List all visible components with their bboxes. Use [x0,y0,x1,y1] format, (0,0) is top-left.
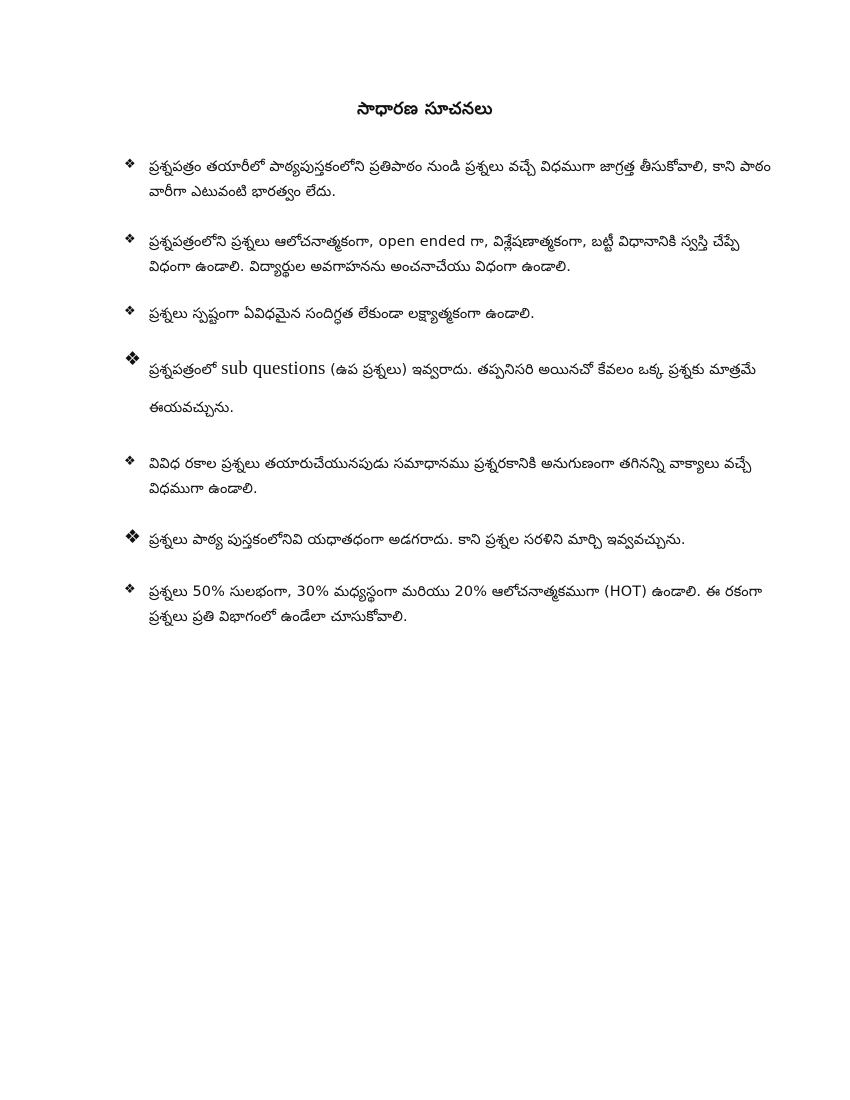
instruction-item-1 [124,155,774,205]
instruction-item-2 [124,230,774,280]
bullet-icon: ❖ [124,232,136,247]
instruction-text: ప్రశ్నలు 50% సులభంగా, 30% మధ్యస్థంగా మరియు 20% ఆలోచనాత్మకముగా (HOT) ఉండాలి. ఈ రకంగా ప్రశ్నలు ప్రతి విభాగంలో ఉండేలా చూసుకోవాలి. [149,584,763,625]
instruction-text: ప్రశ్నలు పాఠ్య పుస్తకంలోనివి యధాతధంగా అడగరాదు. కాని ప్రశ్నల సరళిని మార్చి ఇవ్వవచ్చును. [149,532,686,548]
instruction-text: ప్రశ్నలు స్పష్టంగా ఏవిధమైన సందిగ్ధత లేకుండా లక్ష్యాత్మకంగా ఉండాలి. [149,306,535,322]
instruction-item-6 [124,528,774,553]
bullet-icon: ❖ [124,582,136,597]
instruction-text-part: ప్రశ్నపత్రంలో [149,362,222,378]
bullet-icon: ❖ [124,348,142,370]
instruction-item-4 [124,350,774,427]
instruction-item-5 [124,452,774,502]
instruction-text: ప్రశ్నపత్రం తయారీలో పాఠ్యపుస్తకంలోని ప్రతిపాఠం నుండి ప్రశ్నలు వచ్చే విధముగా జాగ్రత్త తీసుకోవాలి, కాని పాఠం వారీగా ఎటువంటి భారత్వం లేదు. [149,159,771,200]
instruction-item-3 [124,302,774,327]
instruction-text [149,350,774,427]
bullet-icon: ❖ [124,454,136,469]
instruction-text: ప్రశ్నపత్రంలోని ప్రశ్నలు ఆలోచనాత్మకంగా, open ended గా, విశ్లేషణాత్మకంగా, బట్టీ విధానానికి స్వస్తి చేప్పే విధంగా ఉండాలి. విద్యార్థుల అవగాహనను అంచనాచేయు విధంగా ఉండాలి. [149,234,740,275]
instruction-text: వివిధ రకాల ప్రశ్నలు తయారుచేయునపుడు సమాధానము ప్రశ్నరకానికి అనుగుణంగా తగినన్ని వాక్యాలు వచ్చే విధముగా ఉండాలి. [149,456,752,497]
bullet-icon: ❖ [124,304,136,319]
instruction-text-english: sub questions [221,358,326,379]
instruction-item-7 [124,580,774,630]
instruction-text-part: (ఉప ప్రశ్నలు) ఇవ్వరాదు. తప్పనిసరి అయినచో కేవలం ఒక్క ప్రశ్నకు మాత్రమే ఈయవచ్చును. [149,362,757,416]
bullet-icon: ❖ [124,526,142,548]
bullet-icon: ❖ [124,157,136,172]
page-title: సాధారణ సూచనలు [357,99,493,119]
